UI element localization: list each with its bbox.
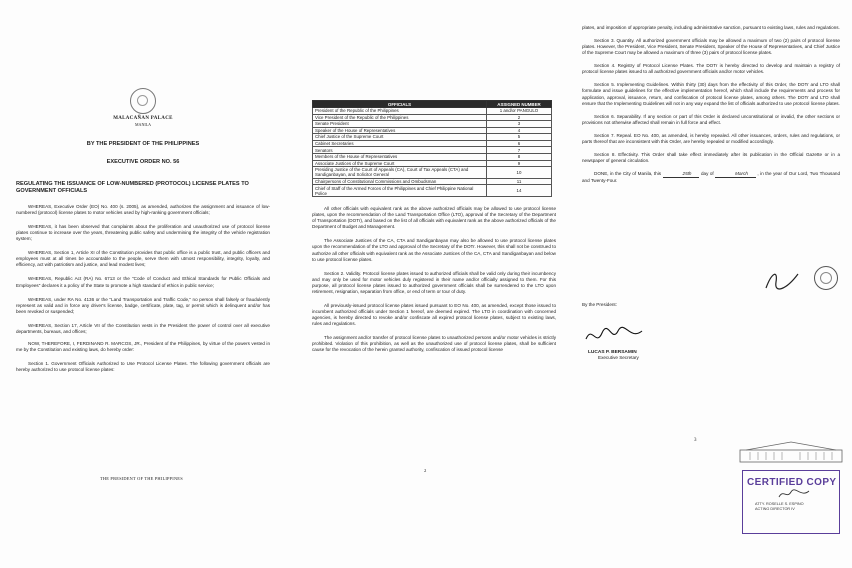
done-day: 25th [663, 171, 700, 178]
stamp-signature [777, 488, 839, 502]
number-cell: 5 [487, 134, 552, 141]
official-cell: Chief of Staff of the Armed Forces of the Philippines and Chief Philippine National Police [313, 185, 487, 197]
official-cell: Members of the House of Representatives [313, 153, 487, 160]
seal-icon [814, 266, 838, 290]
certified-copy-stamp [742, 470, 840, 534]
table-header-row [313, 101, 552, 108]
number-cell: 10 [487, 167, 552, 179]
section-6-paragraph: Section 6. Separability. If any section or part of this Order is declared unconstitutional or invalid, the other sections or provisions not otherwise affected shall remain in full force and effect. [582, 113, 840, 125]
section-8-paragraph: Section 8. Effectivity. This Order shall take effect immediately after its publication in the Official Gazette or in a newspaper of general circulation. [582, 151, 840, 163]
official-cell: Speaker of the House of Representatives [313, 127, 487, 134]
number-cell: 8 [487, 153, 552, 160]
page-3 [568, 0, 852, 568]
official-cell: Cabinet Secretaries [313, 140, 487, 147]
president-signature [764, 268, 804, 296]
official-cell: Presiding Justice of the Court of Appeals (CA), Court of Tax Appeals (CTA) and Sandiganbayan, and Solicitor General [313, 167, 487, 179]
now-therefore-paragraph: NOW, THEREFORE, I, FERDINAND R. MARCOS, JR., President of the Philippines, by virtue of the powers vested in me by the Constitution and existing laws, do hereby order: [16, 340, 270, 352]
official-cell: President of the Republic of the Philippines [313, 108, 487, 115]
done-paragraph [582, 171, 840, 184]
number-cell: 4 [487, 127, 552, 134]
body-paragraph: The assignment and/or transfer of protocol license plates to unauthorized persons and/or motor vehicles is strictly prohibited. Violation of this prohibition, as well as the unauthorized use of protocol license plates, shall be sufficient cause for the revocation of the herein granted authority, confiscation of issued protocol license [312, 335, 556, 353]
secretary-signature [582, 325, 842, 352]
by-the-president-label: By the President: [582, 302, 617, 307]
official-cell: Senators [313, 147, 487, 154]
number-cell: 6 [487, 140, 552, 147]
page-1 [0, 0, 284, 568]
section-5-paragraph: Section 5. Implementing Guidelines. Within thirty (30) days from the effectivity of this Order, the DOTr and LTO shall formulate and issue guidelines for the effective implementation hereof, which shall include the requirements and process for application, approval, issuance, return, and confiscation of protocol license plates, among others. The DOTr and LTO shall ensure that the Implementing Guidelines will not in any way expand the list of officials authorized to use protocol license plates. [582, 82, 840, 106]
number-cell: 2 [487, 114, 552, 121]
table-row [313, 167, 552, 179]
section-1-paragraph: Section 1. Government Officials Authorized to Use Protocol License Plates. The following government officials are hereby authorized to use protocol license plates: [16, 361, 270, 373]
whereas-paragraph: WHEREAS, it has been observed that complaints about the proliferation and unauthorized use of protocol license plates continue to increase over the years, threatening public safety and undermining the integrity of the vehicle registration system; [16, 224, 270, 242]
done-prefix: DONE, in the City of Manila, this [594, 171, 662, 176]
executive-order-number: EXECUTIVE ORDER NO. 56 [106, 159, 180, 165]
header-assigned-number: ASSIGNED NUMBER [487, 101, 552, 108]
section-2-paragraph: Section 2. Validity. Protocol license plates issued to authorized officials shall be valid only during their incumbency and may only be used for motor vehicles duly registered in their name and/or officially assigned to them. For this purpose, all protocol license plates issued to authorized government officials shall be surrendered to the LTO upon retirement, resignation, separation from office, or end of term or tour of duty. [312, 270, 556, 294]
page-number: 2 [424, 468, 427, 473]
section-4-paragraph: Section 4. Registry of Protocol License Plates. The DOTr is hereby directed to develop and maintain a registry of protocol license plates issued to all authorized government officials and/or motor vehicles. [582, 63, 840, 75]
attestation-block [582, 302, 842, 360]
page-2 [284, 0, 568, 568]
officials-table [312, 100, 552, 197]
page-mark: 3 [694, 438, 697, 443]
body-paragraph: All previously-issued protocol license plates issued pursuant to EO No. 400, as amended, except those issued to incumbent authorized officials under Section 1 hereof, are deemed expired. The LTO in coordination with concerned agencies, is hereby directed to revoke and/or confiscate all expired protocol license plates, subject to existing laws, rules and regulations. [312, 302, 556, 327]
signatory-name: LUCAS P. BERSAMIN [588, 350, 637, 355]
official-cell: Senate President [313, 121, 487, 128]
stamp-name: ATTY. ROSELLE S. ESPINO [755, 502, 804, 506]
whereas-paragraph: WHEREAS, Section 1, Article XI of the Constitution provides that public office is a public trust, and public officers and employees must at all times be accountable to the people, serve them with utmost responsibility, integrity, loyalty, and efficiency, act with patriotism and justice, and lead modest lives; [16, 250, 270, 268]
whereas-paragraph: WHEREAS, Republic Act (RA) No. 6713 or the "Code of Conduct and Ethical Standards for Public Officials and Employees" declares it a policy of the State to promote a high standard of ethics in public service; [16, 276, 270, 288]
done-mid: day of [700, 171, 714, 176]
official-cell: Chairpersons of Constitutional Commissions and Ombudsman [313, 178, 487, 185]
by-the-president-heading: BY THE PRESIDENT OF THE PHILIPPINES [86, 141, 200, 147]
done-suffix: , in the year of Our Lord, Two Thousand and Twenty-Four. [582, 171, 841, 184]
page-1-footer: THE PRESIDENT OF THE PHILIPPINES [100, 476, 183, 481]
malacanang-building-icon [736, 440, 846, 464]
stamp-role: ACTING DIRECTOR IV [755, 506, 795, 511]
body-paragraph: All other officials with equivalent rank as the above authorized officials may be allowed to use protocol license plates, upon the recommendation of the Land Transportation Office (LTO), approval of the Secretary of the Department of Transportation (DOTr), and based on the list of all officials with equivalent rank as the above authorized officials of the Department of Budget and Management. [312, 206, 556, 230]
signatory-role: Executive Secretary [598, 355, 639, 360]
table-row [313, 185, 552, 197]
presidential-seal-icon [130, 88, 156, 114]
number-cell: 3 [487, 121, 552, 128]
number-cell: 7 [487, 147, 552, 154]
number-cell: 14 [487, 185, 552, 197]
official-cell: Associate Justices of the Supreme Court [313, 160, 487, 167]
official-cell: Vice President of the Republic of the Philippines [313, 114, 487, 121]
done-month: March [715, 171, 756, 178]
number-cell: 11 [487, 178, 552, 185]
continued-paragraph: plates, and imposition of appropriate penalty, including administrative sanction, pursuant to existing laws, rules and regulations. [582, 25, 840, 30]
whereas-paragraph: WHEREAS, under RA No. 4136 or the "Land Transportation and Traffic Code," no person shall falsely or fraudulently represent as valid and in force any driver's license, badge, certificate, plate, tag, or permit which is delinquent and/or has been revoked or suspended; [16, 296, 270, 314]
section-3-paragraph: Section 3. Quantity. All authorized government officials may be allowed a maximum of two (2) pairs of protocol license plates. However, the President, Vice President, Senate President, Speaker of the House of Representatives, and Chief Justice of the Supreme Court may be allowed a maximum of three (3) pairs of protocol license plates. [582, 38, 840, 56]
whereas-paragraph: WHEREAS, Executive Order (EO) No. 400 (s. 2005), as amended, authorizes the assignment and issuance of low-numbered (protocol) license plates to motor vehicles used by high-ranking government officials; [16, 203, 270, 216]
number-cell: 9 [487, 160, 552, 167]
palace-name: MALACAÑAN PALACE [113, 116, 173, 121]
palace-city: MANILA [135, 122, 151, 127]
header-officials: OFFICIALS [313, 101, 487, 108]
whereas-paragraph: WHEREAS, Section 17, Article VII of the Constitution vests in the President the power of control over all executive departments, bureaus, and offices; [16, 322, 270, 334]
number-cell: 1 and/or PANGULO [487, 108, 552, 115]
order-title: REGULATING THE ISSUANCE OF LOW-NUMBERED (PROTOCOL) LICENSE PLATES TO GOVERNMENT OFFICIALS [16, 181, 249, 194]
stamp-title: CERTIFIED COPY [747, 477, 837, 488]
section-7-paragraph: Section 7. Repeal. EO No. 400, as amended, is hereby repealed. All other issuances, orders, rules and regulations, or parts thereof that are inconsistent with this Order, are hereby repealed or modified accordingly. [582, 132, 840, 144]
official-cell: Chief Justice of the Supreme Court [313, 134, 487, 141]
body-paragraph: The Associate Justices of the CA, CTA and Sandiganbayan may also be allowed to use protocol license plates upon the recommendation of the LTO and approval of the Secretary of the DOTr. However, this shall not be construed to authorize all other officials with equivalent rank as the Associate Justices of the CA, CTA and Sandiganbayan and below to use protocol license plates. [312, 238, 556, 262]
